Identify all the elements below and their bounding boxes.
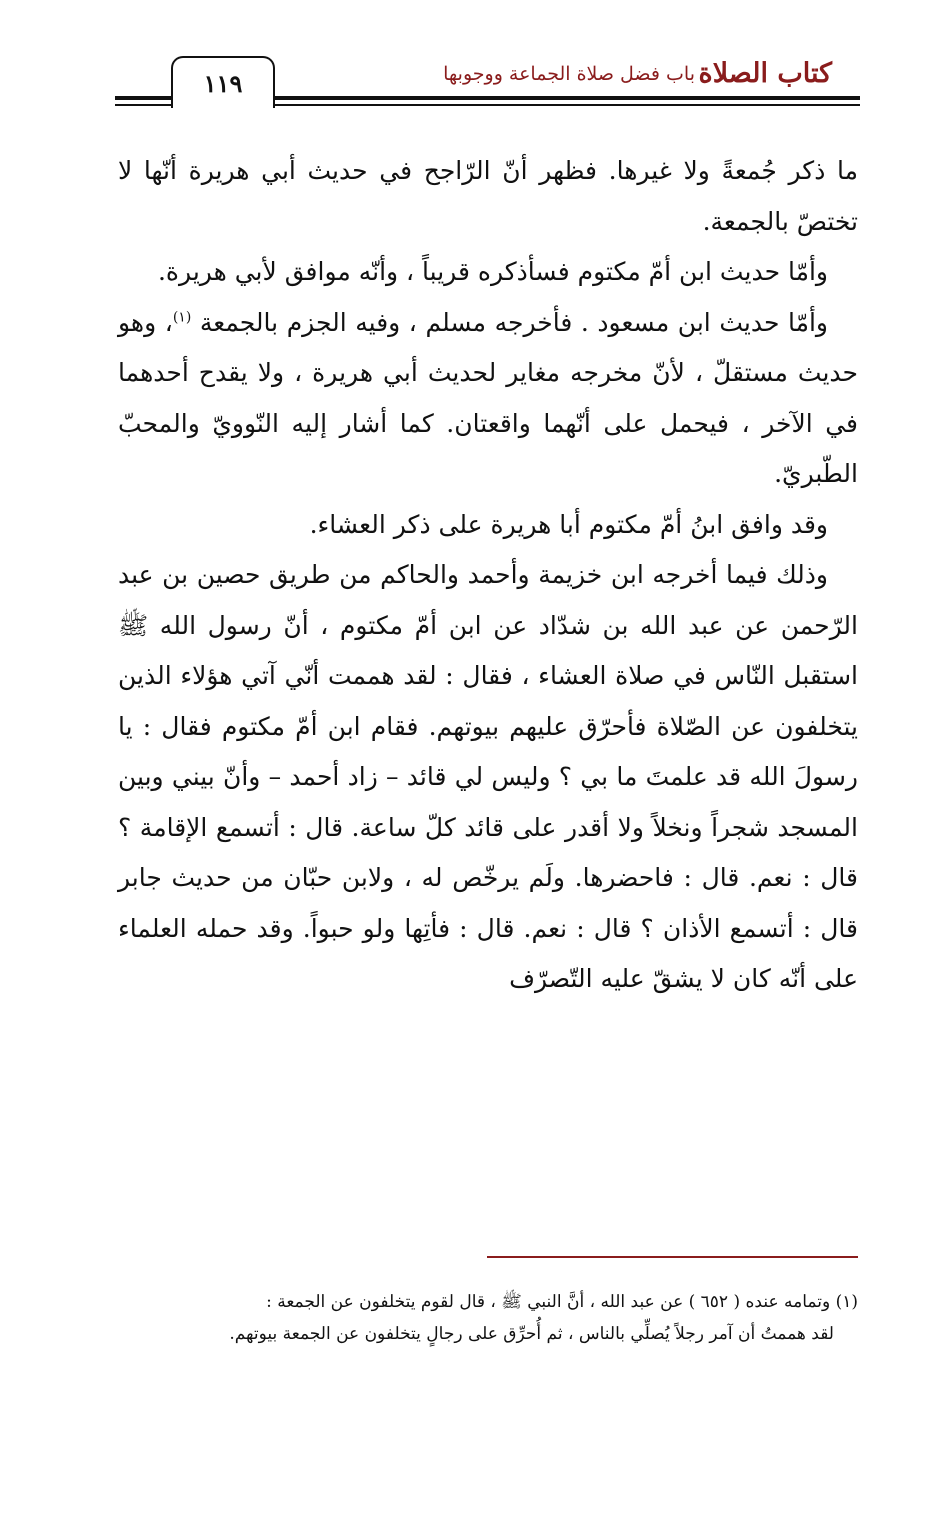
footnote [118, 1286, 858, 1350]
paragraph: وقد وافق ابنُ أمّ مكتوم أبا هريرة على ذكر العشاء. [309, 509, 828, 539]
book-title: كتاب الصلاة [698, 58, 832, 89]
paragraph-text: وأمّا حديث ابن مسعود . فأخرجه مسلم ، وفيه الجزم بالجمعة [191, 307, 829, 337]
paragraph-text: ، وهو حديث مستقلّ ، لأنّ مخرجه مغاير لحديث أبي هريرة ، ولا يقدح أحدهما في الآخر ، فيحمل على أنّهما واقعتان. كما أشار إليه النّوويّ والمحبّ الطّبريّ. [118, 307, 858, 488]
paragraph [118, 298, 858, 500]
footnote-line: (١) وتمامه عنده ( ٦٥٢ ) عن عبد الله ، أنَّ النبي ﷺ ، قال لقوم يتخلفون عن الجمعة : [266, 1292, 858, 1312]
paragraph: ما ذكر جُمعةً ولا غيرها. فظهر أنّ الرّاجح في حديث أبي هريرة أنّها لا تختصّ بالجمعة. [118, 156, 858, 236]
main-text [118, 146, 858, 1005]
paragraph: وأمّا حديث ابن أمّ مكتوم فسأذكره قريباً ، وأنّه موافق لأبي هريرة. [157, 257, 828, 286]
footnote-reference: (١) [172, 309, 192, 326]
page-header [115, 52, 860, 112]
page-number: ١١٩ [171, 56, 275, 108]
paragraph: وذلك فيما أخرجه ابن خزيمة وأحمد والحاكم من طريق حصين بن عبد الرّحمن عن عبد الله بن شدّاد عن ابن أمّ مكتوم ، أنّ رسول الله ﷺ استقبل النّاس في صلاة العشاء ، فقال : لقد هممت أنّي آتي هؤلاء الذين يتخلفون عن الصّلاة فأحرّق عليهم بيوتهم. فقام ابن أمّ مكتوم فقال : يا رسولَ الله قد علمتَ ما بي ؟ وليس لي قائد – زاد أحمد – وأنّ بيني وبين المسجد شجراً ونخلاً ولا أقدر على قائد كلّ ساعة. قال : أتسمع الإقامة ؟ قال : نعم. قال : فاحضرها. ولَم يرخّص له ، ولابن حبّان من حديث جابر قال : أتسمع الأذان ؟ قال : نعم. قال : فأتِها ولو حبواً. وقد حمله العلماء على أنّه كان لا يشقّ عليه التّصرّف [118, 560, 858, 993]
footnote-line: لقد هممتُ أن آمر رجلاً يُصلِّي بالناس ، ثم أُحرِّق على رجالٍ يتخلفون عن الجمعة بيوتهم. [229, 1324, 834, 1344]
footnote-separator [487, 1256, 858, 1258]
chapter-title: باب فضل صلاة الجماعة ووجوبها [443, 63, 695, 85]
